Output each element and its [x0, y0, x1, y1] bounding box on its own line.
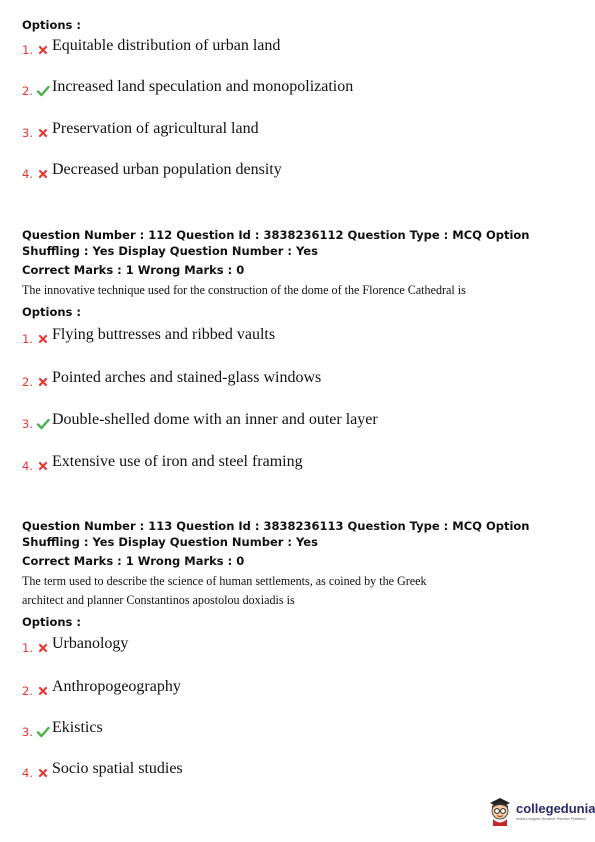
wrong-cross-icon: [36, 766, 50, 780]
option-item: [22, 34, 280, 58]
option-item: [22, 757, 183, 781]
student-mascot-icon: [487, 796, 513, 826]
option-item: [22, 117, 259, 141]
wrong-cross-icon: [36, 375, 50, 389]
wrong-cross-icon: [36, 641, 50, 655]
option-text: Socio spatial studies: [52, 760, 183, 777]
option-number: 3.: [22, 417, 33, 431]
option-text: Urbanology: [52, 635, 129, 652]
option-item: [22, 716, 103, 740]
option-text: Extensive use of iron and steel framing: [52, 453, 303, 470]
collegedunia-logo: [487, 796, 595, 826]
option-text: Equitable distribution of urban land: [52, 37, 281, 54]
option-number: 2.: [22, 684, 33, 698]
wrong-cross-icon: [36, 684, 50, 698]
wrong-cross-icon: [36, 126, 50, 140]
option-number: 1.: [22, 641, 33, 655]
option-text: Decreased urban population density: [52, 161, 282, 178]
question-text: The innovative technique used for the construction of the dome of the Florence Cathedral is: [22, 282, 466, 297]
option-number: 3.: [22, 126, 33, 140]
option-item: [22, 408, 378, 432]
option-number: 1.: [22, 332, 33, 346]
question-header: Question Number : 112 Question Id : 3838236112 Question Type : MCQ Option Shuffling : Yes Display Question Number : Yes: [22, 228, 530, 258]
option-number: 2.: [22, 375, 33, 389]
wrong-cross-icon: [36, 459, 50, 473]
option-item: [22, 323, 275, 347]
logo-tagline: India's largest Student Review Platform: [516, 815, 586, 821]
option-text: Flying buttresses and ribbed vaults: [52, 326, 276, 343]
option-text: Preservation of agricultural land: [52, 120, 259, 137]
option-number: 4.: [22, 459, 33, 473]
option-number: 1.: [22, 43, 33, 57]
correct-check-icon: [36, 725, 50, 739]
option-number: 2.: [22, 84, 33, 98]
option-item: [22, 75, 353, 99]
options-label: Options :: [22, 615, 81, 629]
option-text: Pointed arches and stained-glass windows: [52, 369, 322, 386]
question-text-line: architect and planner Constantinos apostolou doxiadis is: [22, 592, 295, 607]
option-number: 4.: [22, 167, 33, 181]
correct-check-icon: [36, 84, 50, 98]
option-number: 3.: [22, 725, 33, 739]
option-item: [22, 158, 282, 182]
correct-check-icon: [36, 417, 50, 431]
marks-info: Correct Marks : 1 Wrong Marks : 0: [22, 554, 245, 568]
option-item: [22, 632, 128, 656]
option-item: [22, 450, 303, 474]
option-text: Increased land speculation and monopolization: [52, 78, 354, 95]
logo-brand-text: collegedunia: [516, 800, 595, 816]
wrong-cross-icon: [36, 332, 50, 346]
question-header: Question Number : 113 Question Id : 3838236113 Question Type : MCQ Option Shuffling : Yes Display Question Number : Yes: [22, 519, 530, 549]
wrong-cross-icon: [36, 43, 50, 57]
option-item: [22, 366, 321, 390]
options-label: Options :: [22, 18, 81, 32]
question-text-line: The term used to describe the science of human settlements, as coined by the Greek: [22, 573, 427, 588]
option-text: Ekistics: [52, 719, 103, 736]
option-number: 4.: [22, 766, 33, 780]
marks-info: Correct Marks : 1 Wrong Marks : 0: [22, 263, 245, 277]
options-label: Options :: [22, 305, 81, 319]
option-text: Anthropogeography: [52, 678, 181, 695]
option-text: Double-shelled dome with an inner and outer layer: [52, 411, 378, 428]
wrong-cross-icon: [36, 167, 50, 181]
option-item: [22, 675, 181, 699]
